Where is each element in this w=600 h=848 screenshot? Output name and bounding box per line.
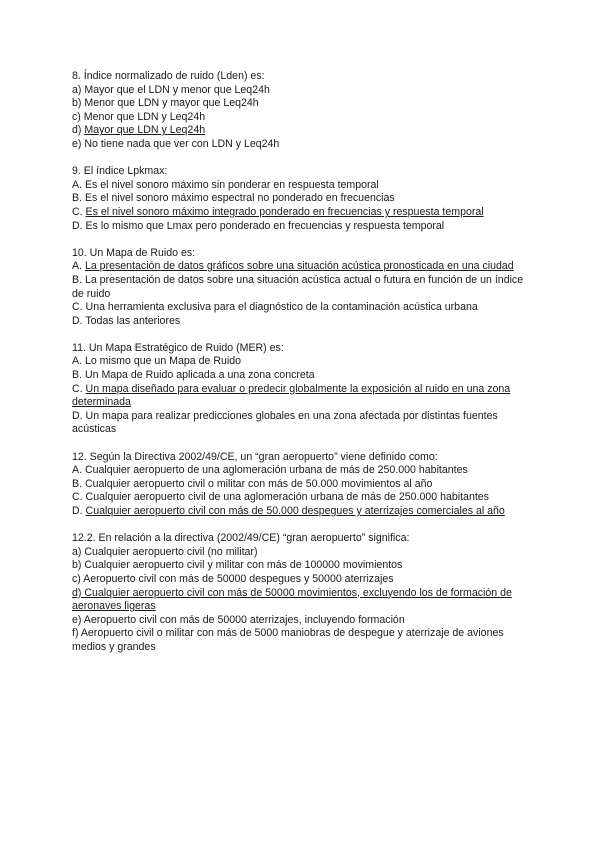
option-text: Cualquier aeropuerto civil con más de 50.000 despegues y aterrizajes comerciales al año xyxy=(85,505,505,517)
option-prefix: B. xyxy=(72,273,85,286)
option-text: Mayor que el LDN y menor que Leq24h xyxy=(84,83,270,96)
answer-option xyxy=(72,84,532,98)
option-text: Es lo mismo que Lmax pero ponderado en frecuencias y respuesta temporal xyxy=(85,219,445,232)
option-prefix: e) xyxy=(72,137,85,150)
answer-option xyxy=(72,464,532,478)
option-prefix: c) xyxy=(72,572,84,585)
option-prefix: d) xyxy=(72,124,85,137)
option-text: Una herramienta exclusiva para el diagnóstico de la contaminación acústica urbana xyxy=(85,301,478,314)
option-text: La presentación de datos gráficos sobre una situación acústica pronosticada en una ciudad xyxy=(84,260,514,273)
answer-option xyxy=(72,138,532,152)
answer-option-correct xyxy=(72,260,532,274)
option-text: Cualquier aeropuerto civil (no militar) xyxy=(84,545,258,558)
option-prefix: D. xyxy=(72,409,86,422)
option-text: Todas las anteriores xyxy=(85,314,181,327)
answer-option xyxy=(72,559,532,573)
option-text: Un mapa para realizar predicciones globales en una zona afectada por distintas fuentes acústicas xyxy=(72,409,498,436)
answer-option xyxy=(72,478,532,492)
option-prefix: C. xyxy=(72,382,86,395)
option-text: Cualquier aeropuerto de una aglomeración urbana de más de 250.000 habitantes xyxy=(84,464,468,477)
answer-option xyxy=(72,220,532,234)
option-prefix: e) xyxy=(72,613,84,626)
option-text: No tiene nada que ver con LDN y Leq24h xyxy=(84,137,280,150)
answer-option-correct xyxy=(72,383,532,410)
option-prefix: A. xyxy=(72,355,85,368)
option-prefix: A. xyxy=(72,260,85,273)
question-9 xyxy=(72,165,532,233)
answer-option-correct xyxy=(72,124,532,138)
option-text: Menor que LDN y mayor que Leq24h xyxy=(84,97,259,110)
question-12 xyxy=(72,451,532,519)
answer-option xyxy=(72,97,532,111)
answer-option xyxy=(72,573,532,587)
option-prefix: A. xyxy=(72,178,85,191)
option-text: Aeropuerto civil o militar con más de 5000 maniobras de despegue y aterrizaje de aviones medios y grandes xyxy=(72,627,504,653)
option-text: Lo mismo que un Mapa de Ruido xyxy=(84,355,242,368)
answer-option xyxy=(72,301,532,315)
answer-option-correct xyxy=(72,505,532,519)
question-10 xyxy=(72,247,532,329)
option-text: Es el nivel sonoro máximo sin ponderar en respuesta temporal xyxy=(84,178,379,191)
question-title: 9. El índice Lpkmax: xyxy=(72,165,168,178)
answer-option xyxy=(72,369,532,383)
option-prefix: a) xyxy=(72,83,85,96)
option-prefix: D. xyxy=(72,505,86,517)
option-prefix: D. xyxy=(72,219,86,232)
option-prefix: A. xyxy=(72,464,85,477)
answer-option-correct xyxy=(72,206,532,220)
question-8 xyxy=(72,70,532,152)
answer-option xyxy=(72,315,532,329)
option-text: Un mapa diseñado para evaluar o predecir globalmente la exposición al ruido en una zona determinada xyxy=(72,382,511,409)
option-text: Cualquier aeropuerto civil o militar con más de 50.000 movimientos al año xyxy=(84,477,433,490)
answer-option xyxy=(72,111,532,125)
option-text: Aeropuerto civil con más de 50000 despegues y 50000 aterrizajes xyxy=(83,572,394,585)
option-prefix: B. xyxy=(72,192,85,205)
option-prefix: C. xyxy=(72,205,86,218)
answer-option xyxy=(72,614,532,628)
option-prefix: C. xyxy=(72,491,86,504)
option-prefix: f) xyxy=(72,627,81,640)
answer-option xyxy=(72,355,532,369)
option-text: Cualquier aeropuerto civil con más de 50000 movimientos, excluyendo los de formación de aeronaves ligeras xyxy=(72,586,512,613)
document-page xyxy=(72,70,532,668)
answer-option xyxy=(72,491,532,505)
question-title: 11. Un Mapa Estratégico de Ruido (MER) es: xyxy=(72,341,284,354)
answer-option xyxy=(72,546,532,560)
option-prefix: d) xyxy=(72,586,85,599)
question-title: 8. Índice normalizado de ruido (Lden) es: xyxy=(72,70,265,82)
option-prefix: c) xyxy=(72,110,84,123)
answer-option xyxy=(72,274,532,301)
option-prefix: b) xyxy=(72,559,85,572)
answer-option-correct xyxy=(72,587,532,614)
option-text: Cualquier aeropuerto civil de una aglomeración urbana de más de 250.000 habitantes xyxy=(85,491,489,504)
answer-option xyxy=(72,627,532,654)
option-prefix: b) xyxy=(72,97,85,110)
option-prefix: D. xyxy=(72,314,86,327)
option-text: Es el nivel sonoro máximo espectral no ponderado en frecuencias xyxy=(84,192,395,205)
option-text: Es el nivel sonoro máximo integrado ponderado en frecuencias y respuesta temporal xyxy=(85,205,484,218)
question-11 xyxy=(72,342,532,437)
question-12-2 xyxy=(72,532,532,654)
option-text: Un Mapa de Ruido aplicada a una zona concreta xyxy=(84,369,315,382)
answer-option xyxy=(72,410,532,437)
option-text: Mayor que LDN y Leq24h xyxy=(84,124,206,137)
answer-option xyxy=(72,192,532,206)
option-prefix: B. xyxy=(72,477,85,490)
question-title: 12.2. En relación a la directiva (2002/49/CE) “gran aeropuerto” significa: xyxy=(72,532,410,545)
option-prefix: a) xyxy=(72,545,85,558)
option-prefix: C. xyxy=(72,301,86,314)
question-title: 12. Según la Directiva 2002/49/CE, un “gran aeropuerto” viene definido como: xyxy=(72,450,438,463)
option-text: Cualquier aeropuerto civil y militar con más de 100000 movimientos xyxy=(84,559,403,572)
option-prefix: B. xyxy=(72,369,85,382)
option-text: Menor que LDN y Leq24h xyxy=(83,110,206,123)
question-title: 10. Un Mapa de Ruido es: xyxy=(72,246,196,259)
option-text: La presentación de datos sobre una situación acústica actual o futura en función de un índice de ruido xyxy=(72,273,524,300)
option-text: Aeropuerto civil con más de 50000 aterrizajes, incluyendo formación xyxy=(83,613,405,626)
answer-option xyxy=(72,179,532,193)
